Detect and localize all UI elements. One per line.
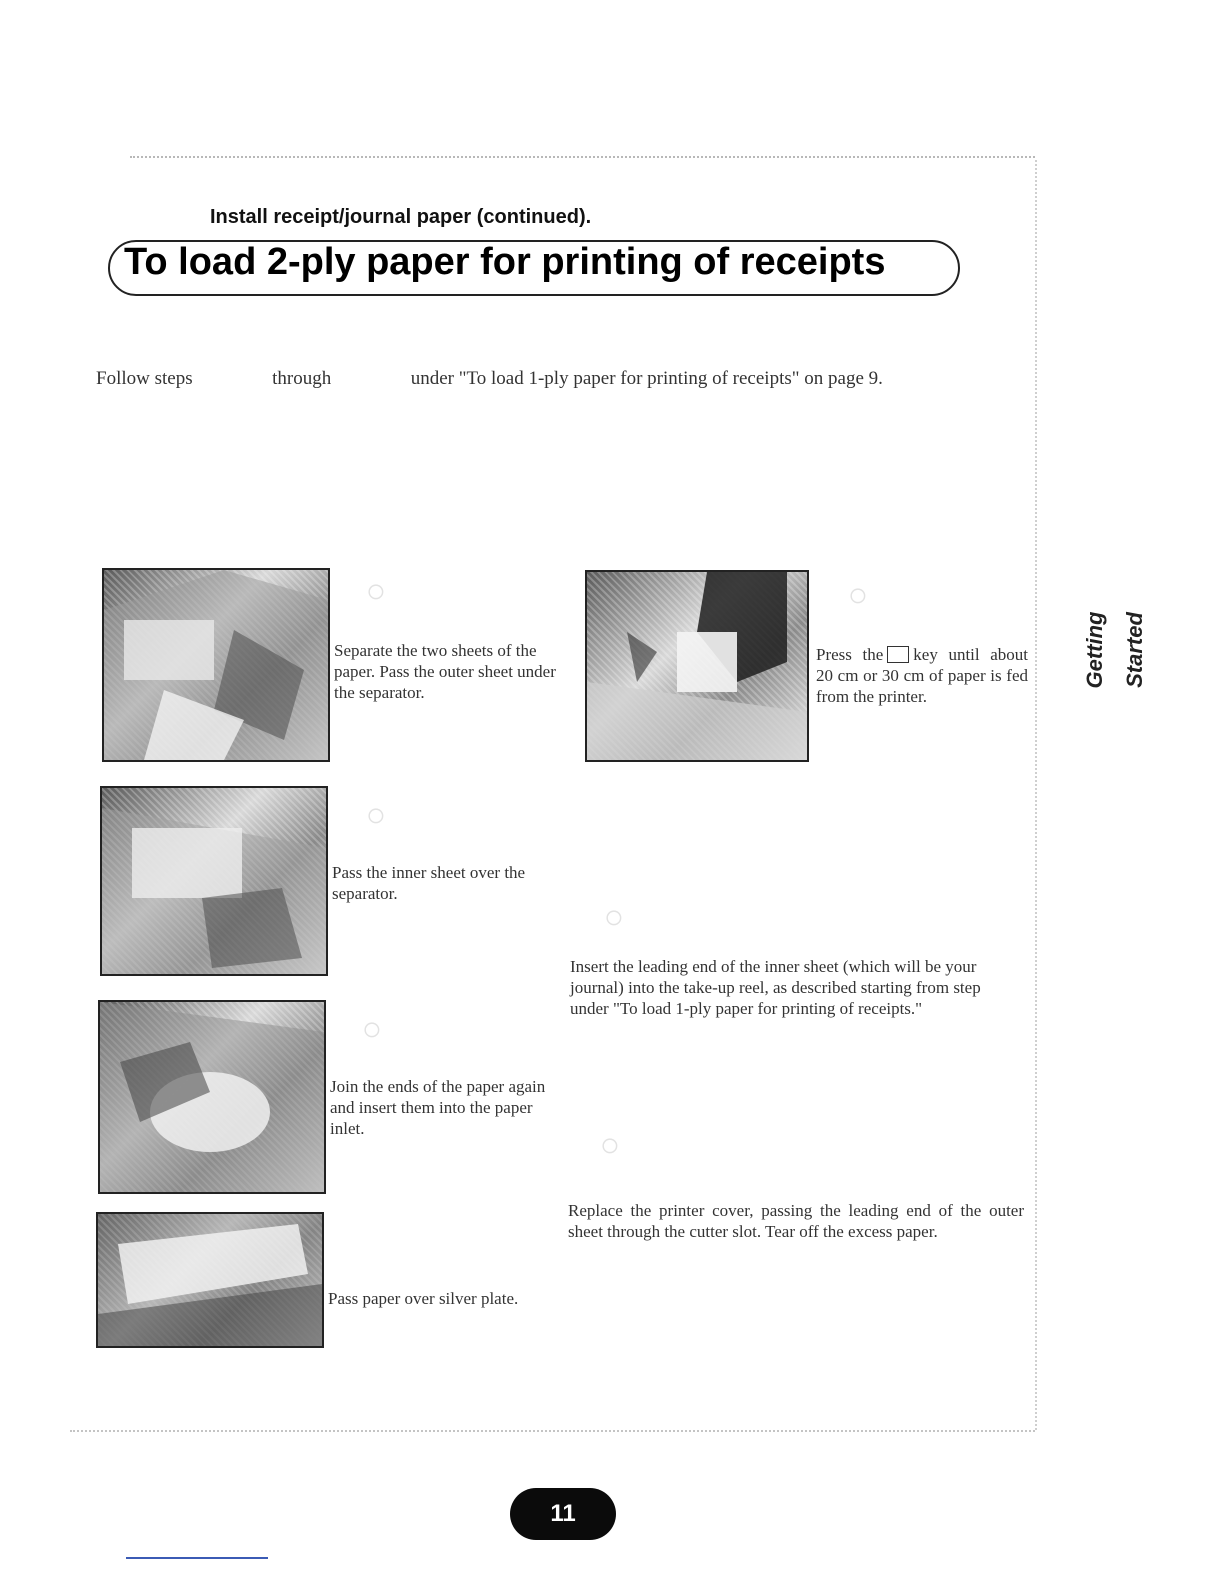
step-join-ends-text: Join the ends of the paper again and insert them into the paper inlet. [330,1077,546,1138]
step-press-key-text [816,644,1028,707]
photo-silver-plate [96,1212,324,1348]
intro-part-2: through [272,368,332,389]
feed-key-icon [887,646,909,663]
step-number-mark: ○ [361,1010,383,1048]
page-title: To load 2-ply paper for printing of receipts [124,241,886,283]
step-number-mark: ○ [365,572,387,610]
step-separate-text: Separate the two sheets of the paper. Pass the outer sheet under the separator. [334,641,556,702]
intro-part-3: under "To load 1-ply paper for printing of receipts" on page 9. [410,368,883,389]
step-silver-plate-text: Pass paper over silver plate. [328,1289,519,1308]
step-number-mark: ○ [603,898,625,936]
press-key-after: key until about 20 cm or 30 cm of paper is fed from the printer. [816,645,1028,706]
section-subtitle: Install receipt/journal paper (continued). [210,206,592,228]
step-insert-leading-text [570,956,1025,1019]
footer-rule [126,1557,268,1559]
bottom-dotted-rule [70,1430,1035,1432]
step-number-mark: ○ [847,576,869,614]
top-dotted-rule [130,156,1035,158]
step-inner-over-text: Pass the inner sheet over the separator. [332,863,526,903]
press-key-before: Press the [816,645,884,664]
photo-feed-key [585,570,809,762]
side-tab-label: Getting Started [1082,611,1147,689]
page-number: 11 [510,1488,616,1540]
photo-separate-sheets [102,568,330,762]
intro-paragraph [96,368,883,390]
right-dotted-rule [1035,160,1037,1430]
step-number-mark: ○ [365,796,387,834]
insert-leading-tail: under "To load 1-ply paper for printing of receipts." [570,999,923,1018]
intro-part-1: Follow steps [96,368,193,389]
step-number-mark: ○ [599,1126,621,1164]
photo-join-ends [98,1000,326,1194]
step-replace-cover-text: Replace the printer cover, passing the leading end of the outer sheet through the cutter slot. Tear off the excess paper. [568,1201,1024,1241]
photo-inner-sheet [100,786,328,976]
insert-leading-main: Insert the leading end of the inner sheet (which will be your journal) into the take-up reel, as described starting from step [570,957,981,997]
